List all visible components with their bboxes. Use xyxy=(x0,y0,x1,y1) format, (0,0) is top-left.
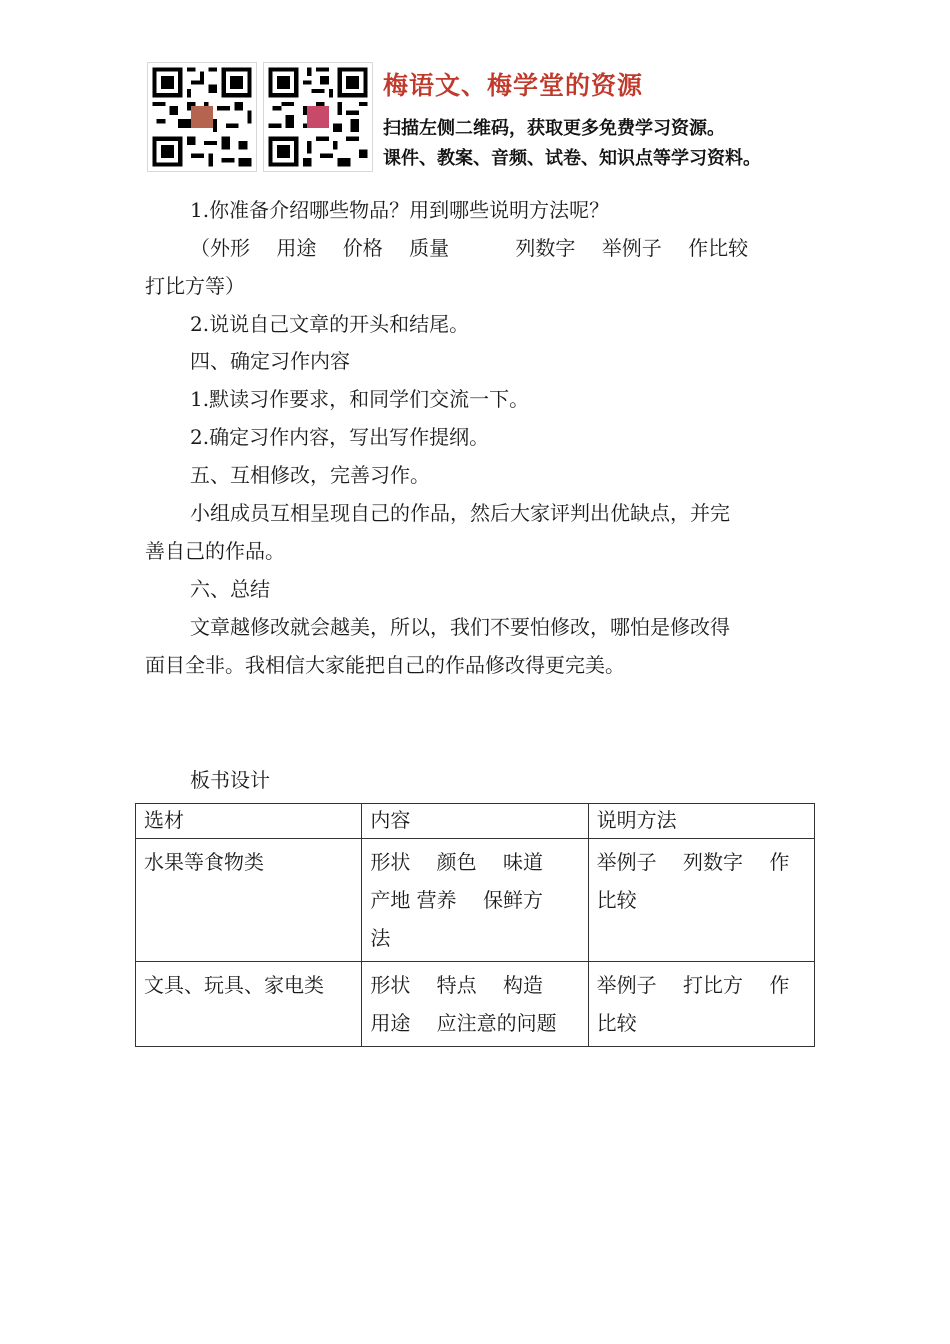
table-cell: 文具、玩具、家电类 xyxy=(136,962,362,1047)
board-design-title: 板书设计 xyxy=(190,768,270,792)
table-header-row xyxy=(136,804,815,839)
table-header-cell: 说明方法 xyxy=(588,804,814,839)
paragraph-line: 善自己的作品。 xyxy=(145,539,285,563)
methods-list-line: （外形 用途 价格 质量 列数字 举例子 作比较 xyxy=(190,236,749,260)
brand-title: 梅语文、梅学堂的资源 xyxy=(383,71,644,100)
table-header-cell: 选材 xyxy=(136,804,362,839)
paragraph-line: 小组成员互相呈现自己的作品，然后大家评判出优缺点，并完 xyxy=(190,501,730,525)
paragraph-line: 文章越修改就会越美，所以，我们不要怕修改，哪怕是修改得 xyxy=(190,615,730,639)
qr-code-icon xyxy=(148,63,256,171)
section-heading: 四、确定习作内容 xyxy=(190,349,350,373)
methods-list-line: 打比方等） xyxy=(145,274,245,298)
question-line: 1.你准备介绍哪些物品？用到哪些说明方法呢？ xyxy=(190,198,610,222)
table-cell: 水果等食物类 xyxy=(136,839,362,962)
table-cell: 举例子 列数字 作 比较 xyxy=(588,839,814,962)
step-line: 2.确定习作内容，写出写作提纲。 xyxy=(190,425,490,449)
board-design-table xyxy=(135,803,815,1047)
section-heading: 五、互相修改，完善习作。 xyxy=(190,463,430,487)
table-cell: 形状 颜色 味道 产地 营养 保鲜方 法 xyxy=(362,839,588,962)
qr-code-image xyxy=(147,62,257,172)
table-row xyxy=(136,839,815,962)
table-cell: 举例子 打比方 作 比较 xyxy=(588,962,814,1047)
brand-tagline: 扫描左侧二维码，获取更多免费学习资源。 xyxy=(383,118,725,139)
qr-code-image xyxy=(263,62,373,172)
resource-header xyxy=(147,62,827,174)
brand-tagline: 课件、教案、音频、试卷、知识点等学习资料。 xyxy=(383,148,761,169)
paragraph-line: 面目全非。我相信大家能把自己的作品修改得更完美。 xyxy=(145,653,625,677)
question-line: 2.说说自己文章的开头和结尾。 xyxy=(190,312,470,336)
qr-code-icon xyxy=(264,63,372,171)
step-line: 1.默读习作要求，和同学们交流一下。 xyxy=(190,387,530,411)
table-row xyxy=(136,962,815,1047)
section-heading: 六、总结 xyxy=(190,577,270,601)
table-header-cell: 内容 xyxy=(362,804,588,839)
table-cell: 形状 特点 构造 用途 应注意的问题 xyxy=(362,962,588,1047)
